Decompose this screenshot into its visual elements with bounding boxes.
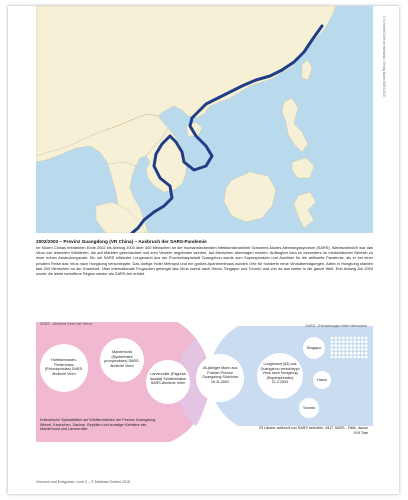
label-palm-civet: Larvenroller (Paguma larvata) Schleichkatze SARS-ähnliche Viren	[149, 372, 187, 386]
case-dot	[334, 340, 337, 343]
case-dot	[338, 340, 341, 343]
case-dot	[361, 340, 364, 343]
case-dot	[331, 340, 334, 343]
case-dot	[361, 356, 364, 359]
case-dot	[342, 340, 345, 343]
case-dot	[331, 344, 334, 347]
case-dot	[361, 348, 364, 351]
label-bat: Hufeisennasen-Fledermaus (Rhinolophidae) SARS-ähnliche Viren	[44, 358, 84, 376]
label-singapur: Singapur	[306, 346, 322, 350]
map-credit	[378, 16, 386, 226]
case-dot	[331, 352, 334, 355]
case-dot	[353, 340, 356, 343]
atlas-page	[8, 6, 399, 494]
case-dot	[365, 344, 368, 347]
case-dot	[365, 352, 368, 355]
animals-panel-title: SARS - ähnliche Viren bei Tieren	[40, 322, 93, 326]
case-dot	[353, 352, 356, 355]
map-southeast-asia	[36, 6, 373, 233]
case-dot	[365, 356, 368, 359]
diagram-graphic	[36, 322, 373, 462]
case-dot	[346, 344, 349, 347]
case-dot	[350, 337, 353, 340]
case-dot	[334, 356, 337, 359]
case-dot	[365, 340, 368, 343]
map-credit-text: © Schroedel Diercke Weltatlas / Verlag Daten ESRI 2018	[382, 16, 386, 97]
case-dot	[353, 344, 356, 347]
case-dot	[338, 344, 341, 347]
map-graphic	[36, 6, 373, 233]
case-dot	[342, 337, 345, 340]
case-dot	[334, 337, 337, 340]
case-dot	[361, 344, 364, 347]
label-toronto: Toronto	[302, 406, 316, 410]
case-dot	[365, 348, 368, 351]
case-dot	[331, 337, 334, 340]
page-footer: Grenzen und Ereignisse, Linie 3 – © Matthias Goebel 2018	[36, 480, 130, 484]
case-dot	[346, 337, 349, 340]
case-dot	[357, 356, 360, 359]
case-dot	[346, 356, 349, 359]
case-dot	[338, 356, 341, 359]
case-dot	[338, 352, 341, 355]
humans-panel-title: SARS - Erkrankungen beim Menschen	[305, 324, 367, 328]
case-dot	[346, 340, 349, 343]
case-dot	[357, 340, 360, 343]
case-dot	[350, 344, 353, 347]
case-dot	[350, 348, 353, 351]
case-dot	[342, 348, 345, 351]
case-dot	[338, 337, 341, 340]
case-dot	[342, 352, 345, 355]
case-dot	[357, 348, 360, 351]
case-dot	[357, 352, 360, 355]
article-title: 2002/2003 – Provinz Guangdong (VR China) – Ausbruch der SARS-Pandemie	[36, 239, 207, 244]
case-dot	[353, 356, 356, 359]
case-dot	[338, 348, 341, 351]
case-dot	[346, 348, 349, 351]
label-superspreader: Lungenarzt (63) aus Guangzhou verschleppt Virus nach Hongkong (Superspreader) 21.2.2003	[260, 362, 300, 385]
case-dot	[353, 348, 356, 351]
case-dot	[342, 356, 345, 359]
markets-note: Kulinarische Spezialitäten auf Wildtiermärkten der Provinz Guangdong: Wiesel, Kaninchen, Dachse, Reptilien und sonstige Kleintiere wie Marderhund und Larvenroller	[40, 418, 157, 432]
case-dot	[334, 348, 337, 351]
case-dot	[346, 352, 349, 355]
case-dot	[365, 337, 368, 340]
case-dot	[361, 337, 364, 340]
article-body: Im Süden Chinas erkrankten Ende 2002 bis Anfang 2003 über 300 Menschen an der hochansteckenden Infektionskrankheit Schweres Akutes Atemwegssyndrom (SARS). Wahrscheinlich war das Virus von lebenden Wildtieren, die auf Märkten geschlachtet und zum Verzehr angeboten wurden, auf Menschen übertragen worden. Anfänglich kam es besonders im medizinischen Bereich zu einer hohen Ansteckungsrate. Ein mit SARS infizierter Lungenarzt aus der Provinzhauptstadt Guangzhou wurde zum Superspreader und Auslöser für die weltweite Pandemie, als er bei einer privaten Reise das Virus nach Hongkong verschleppte. Das dortige Hotel Metropol und ein großes Apartmenthaus wurden Orte für hunderte neue Virusübertragungen. Allein in Hongkong starben fast 300 Menschen an der Krankheit. Über internationale Flugrouten gelangte das Virus zuerst nach Hanoi, Singapur und Toronto und von da aus weiter in die ganze Welt. Erst Anfang Juli 2003 wurde die letzte betroffene Region wieder als SARS-frei erklärt.	[36, 245, 373, 277]
stats-note: 29 Länder weltweit von SARS betroffen, 8427 SARS - Fälle, davon 919 Tote	[259, 426, 368, 435]
case-dot	[357, 337, 360, 340]
case-dot	[342, 344, 345, 347]
case-dot	[350, 356, 353, 359]
case-dot	[334, 352, 337, 355]
case-dot	[334, 344, 337, 347]
case-dot	[350, 340, 353, 343]
transmission-diagram	[36, 322, 373, 462]
article	[36, 239, 373, 276]
label-raccoon-dog: Marderhund (Nyctereutes procyonoides) SARS-ähnliche Viren	[104, 350, 140, 368]
label-hanoi: Hanoi	[317, 378, 327, 382]
case-dot	[331, 348, 334, 351]
case-dot	[350, 352, 353, 355]
case-dot	[357, 344, 360, 347]
label-patient-zero: 45-jähriger Mann aus Foshan Provinz Guangdong Südchina 16.11.2002	[202, 366, 238, 384]
case-dot	[361, 352, 364, 355]
case-dot	[353, 337, 356, 340]
case-dot	[331, 356, 334, 359]
